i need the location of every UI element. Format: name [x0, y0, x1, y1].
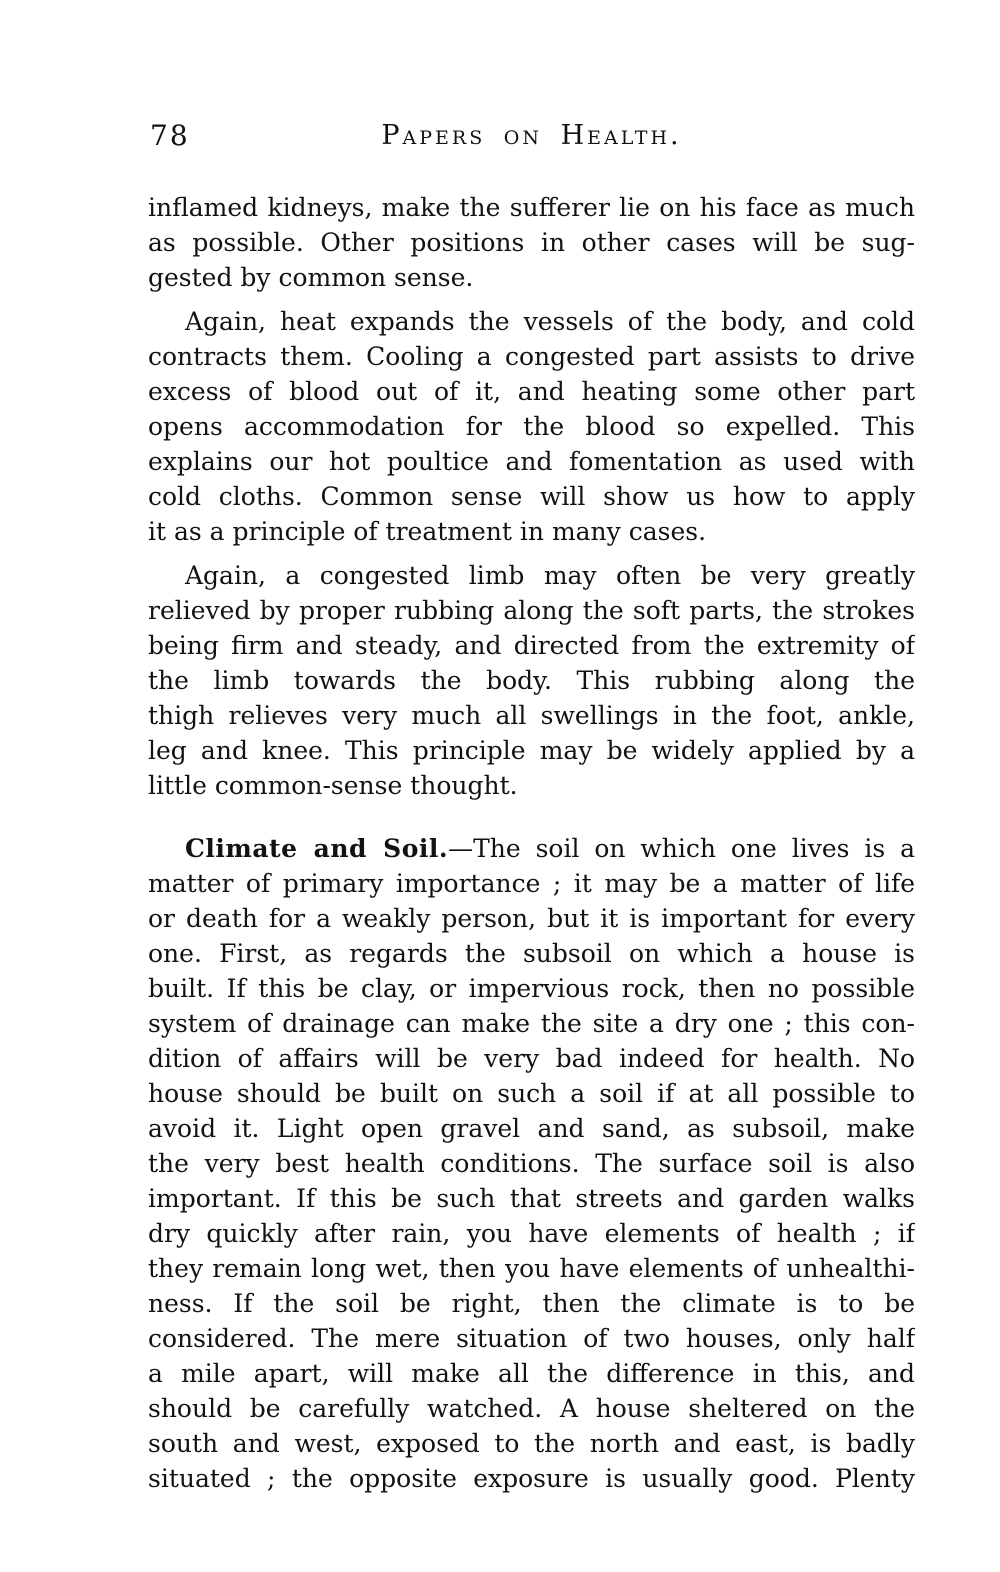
- text-line: as possible. Other positions in other cases will be sug-: [148, 228, 915, 257]
- text-line: matter of primary importance ; it may be a matter of life: [148, 869, 915, 898]
- text-line: cold cloths. Common sense will show us how to apply: [148, 482, 915, 511]
- text-line: inflamed kidneys, make the sufferer lie on his face as much: [148, 193, 915, 222]
- text-line: south and west, exposed to the north and east, is badly: [148, 1429, 915, 1458]
- text-line: ness. If the soil be right, then the climate is to be: [148, 1289, 915, 1318]
- text-line: should be carefully watched. A house sheltered on the: [148, 1394, 915, 1423]
- text-line: Again, a congested limb may often be very greatly: [185, 561, 915, 590]
- text-line: the very best health conditions. The surface soil is also: [148, 1149, 915, 1178]
- page-header: [148, 118, 915, 153]
- paragraph: [148, 831, 915, 1496]
- text-line: Again, heat expands the vessels of the body, and cold: [185, 307, 915, 336]
- text-line: it as a principle of treatment in many cases.: [148, 517, 707, 546]
- text-line: leg and knee. This principle may be widely applied by a: [148, 736, 915, 765]
- text-line: system of drainage can make the site a dry one ; this con-: [148, 1009, 915, 1038]
- text-line: explains our hot poultice and fomentation as used with: [148, 447, 915, 476]
- text-line: they remain long wet, then you have elements of unhealthi-: [148, 1254, 915, 1283]
- text-line: Climate and Soil.—The soil on which one lives is a: [185, 834, 915, 863]
- text-line: avoid it. Light open gravel and sand, as subsoil, make: [148, 1114, 915, 1143]
- text-line: or death for a weakly person, but it is important for every: [148, 904, 915, 933]
- text-line: a mile apart, will make all the difference in this, and: [148, 1359, 915, 1388]
- text-line: opens accommodation for the blood so expelled. This: [148, 412, 915, 441]
- text-line: dry quickly after rain, you have elements of health ; if: [148, 1219, 915, 1248]
- text-line: important. If this be such that streets and garden walks: [148, 1184, 915, 1213]
- paragraph: [148, 190, 915, 295]
- text-line: the limb towards the body. This rubbing along the: [148, 666, 915, 695]
- paragraph: [148, 558, 915, 803]
- text-line: thigh relieves very much all swellings in the foot, ankle,: [148, 701, 915, 730]
- text-line: situated ; the opposite exposure is usually good. Plenty: [148, 1464, 915, 1493]
- text-line: being firm and steady, and directed from the extremity of: [148, 631, 915, 660]
- text-block: [148, 190, 915, 1496]
- text-line: considered. The mere situation of two houses, only half: [148, 1324, 915, 1353]
- text-line: relieved by proper rubbing along the soft parts, the strokes: [148, 596, 915, 625]
- paragraph: [148, 304, 915, 549]
- section-heading-lead: Climate and Soil.: [185, 834, 449, 863]
- text-line: one. First, as regards the subsoil on which a house is: [148, 939, 915, 968]
- text-line: dition of affairs will be very bad indeed for health. No: [148, 1044, 915, 1073]
- running-title: Papers on Health.: [381, 120, 682, 151]
- text-line: little common-sense thought.: [148, 771, 518, 800]
- text-line: gested by common sense.: [148, 263, 474, 292]
- text-line: built. If this be clay, or impervious rock, then no possible: [148, 974, 915, 1003]
- text-line: house should be built on such a soil if at all possible to: [148, 1079, 915, 1108]
- text-line: excess of blood out of it, and heating some other part: [148, 377, 915, 406]
- page-number: 78: [150, 119, 190, 152]
- text-line: contracts them. Cooling a congested part assists to drive: [148, 342, 915, 371]
